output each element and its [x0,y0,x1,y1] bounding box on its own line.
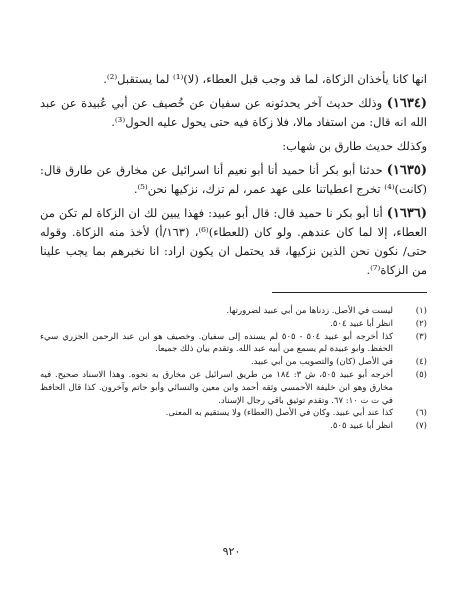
paragraph-text: أنا أبو بكر نا حميد قال: قال أبو عبيد: فهذا يبين لك ان الزكاة لم تكن من العطاء، إلا لما كان عندهم. ولو كان (للعطاء)⁽⁶⁾، (١٦٣/أ) لأخذ منه الزكاة. وقوله حتى/ نكون نحن الذين نزكيها، قد يحتمل ان يكون اراد: انا نخبرهم بما يجب علينا من الزكاة⁽⁷⁾. [40,206,427,277]
footnote-text: كذا عند أبي عبيد. وكان في الأصل (العطاء) ولا يستقيم به المعنى. [165,408,393,419]
paragraph-number: (١٦٣٦) [386,206,427,221]
paragraph-number: (١٦٣٥) [386,163,427,178]
paragraph-1635 [40,161,427,199]
footnote-item [40,356,427,369]
footnote-text: في الأصل (كان) والتصويب من أبي عبيد. [250,357,393,368]
footnote-marker: (١) [415,306,427,316]
footnote-text: أخرجه أبو عبيد ٥٠٥، ش ٣: ١٨٤ من طريق اسرائيل عن مخارق به نحوه. وهذا الاسناد صحيح. فيه مخارق وهو ابن خليفة الأحمسي وثقه أحمد وابن معين والنسائي وأبو حاتم وآخرون. كذا قال الحافظ في ت ت ١٠: ٦٧. وتقدم توثيق باقي رجال الإسناد. [40,369,393,406]
paragraph-tariq-heading [40,137,427,156]
footnote-divider [272,292,427,293]
paragraph-1 [40,70,427,89]
footnote-item [40,331,427,357]
page-content [40,70,427,433]
footnote-item [40,420,427,433]
footnote-marker: (٣) [415,331,427,342]
footnote-text: انظر أبا عبيد ٥٠٥. [330,421,393,432]
footnote-text: كذا أخرجه أبو عبيد ٥٠٤ - ٥٠٥ لم يسنده إلى سفيان. وخصيف هو ابن عبد الرحمن الجزري سيء الحفظ. وابو عبيدة لم يسمع من أبيه عبد الله. وتقدم بيان ذلك جميعا. [40,331,394,355]
paragraph-1-text: انها كانا يأخذان الزكاة، لما قد وجب قبل العطاء، (لا)⁽¹⁾ لما يستقبل⁽²⁾. [103,72,427,86]
footnotes [40,305,427,433]
paragraph-number: (١٦٣٤) [386,96,427,111]
footnote-marker: (٢) [415,318,427,329]
footnote-item [40,318,427,331]
page-number: ٩٢٠ [222,545,241,558]
paragraph-1636 [40,204,427,280]
footnote-marker: (٥) [415,369,427,380]
footnote-marker: (٦) [415,408,427,419]
footnote-item [40,407,427,420]
footnote-item [40,369,427,407]
footnote-text: ليست في الأصل. زدناها من أبي عبيد لضرورتها. [226,306,393,316]
footnote-marker: (٤) [415,357,427,368]
footnote-item [40,305,427,318]
footnote-marker: (٧) [415,421,427,432]
footnote-text: انظر أبا عبيد ٥٠٤. [330,318,393,329]
paragraph-1634 [40,94,427,132]
paragraph-text: وذلك حديث آخر يحدثونه عن سفيان عن خُصيف عن أبي عُبيدة عن عبد الله انه قال: من استفاد مالا، فلا زكاة فيه حتى يحول عليه الحول⁽³⁾. [40,96,427,129]
paragraph-text: حدثنا أبو بكر أنا حميد أنا أبو نعيم أنا اسرائيل عن مخارق عن طارق قال: (كانت)⁽⁴⁾ تخرج اعطياتنا على عهد عمر، لم تزك، نزكيها نحن⁽⁵⁾. [40,163,427,196]
paragraph-text: وكذلك حديث طارق بن شهاب: [282,139,427,153]
